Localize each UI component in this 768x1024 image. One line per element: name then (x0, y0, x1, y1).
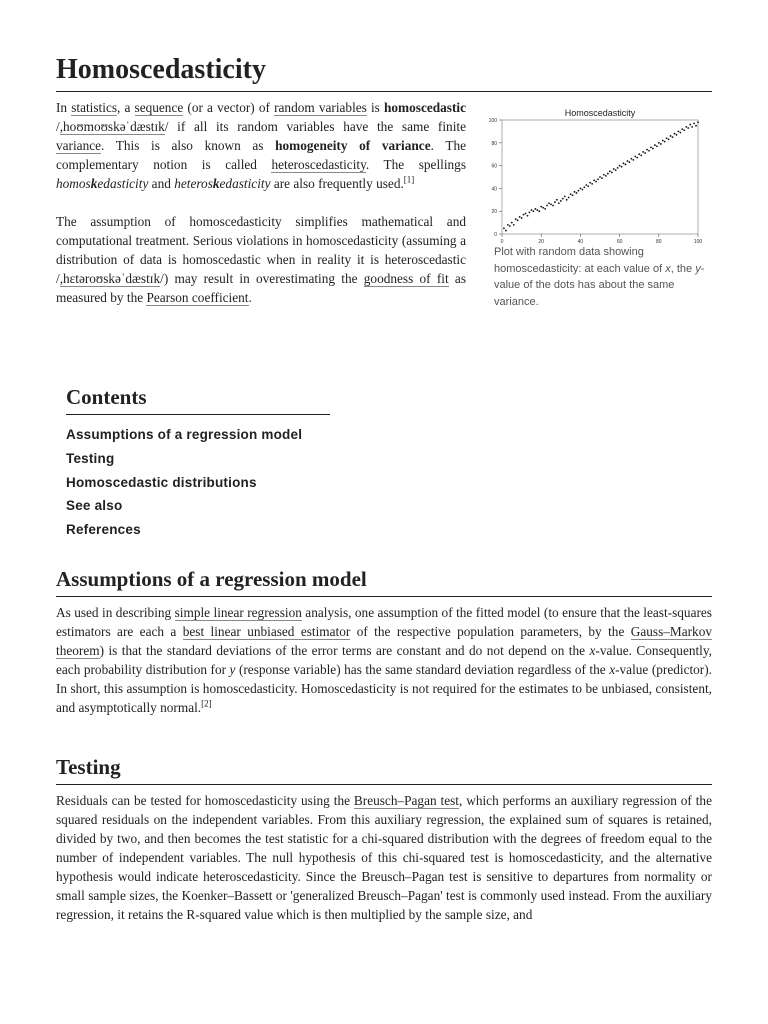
data-point-7 (517, 219, 519, 221)
data-point-74 (648, 150, 650, 152)
link-simple-linear-regression[interactable]: simple linear regression (174, 605, 302, 620)
data-point-99 (697, 121, 699, 123)
link-blue[interactable]: best linear unbiased estimator (182, 624, 351, 639)
data-point-60 (621, 166, 623, 168)
data-point-18 (538, 210, 540, 212)
data-point-35 (572, 194, 574, 196)
link-variance[interactable]: variance (56, 138, 102, 153)
data-point-49 (599, 176, 601, 178)
toc-list (66, 423, 330, 542)
toc-item-distributions[interactable]: Homoscedastic distributions (66, 474, 257, 490)
data-point-29 (560, 200, 562, 202)
data-point-97 (693, 123, 695, 125)
y-tick-label-2: 40 (491, 186, 497, 193)
link-breusch-pagan[interactable]: Breusch–Pagan test (353, 793, 459, 808)
y-tick-label-3: 60 (491, 163, 497, 170)
data-point-68 (636, 157, 638, 159)
section-heading-testing: Testing (56, 754, 712, 785)
section-testing-text: Residuals can be tested for homoscedasticity using the Breusch–Pagan test, which performs an auxiliary regression of the squared residuals on the independent variables. From this auxiliary regression, the explained sum of squares is retained, divided by two, and then becomes the test statistic for a chi-squared distribution with the degrees of freedom equal to the number of independent variables. The null hypothesis of this chi-squared test is homoscedasticity, and the alternative hypothesis would indicate heteroscedasticity. Since the Breusch–Pagan test is sensitive to departures from normality or small sample sizes, the Koenker–Bassett or 'generalized Breusch–Pagan' test is commonly used instead. From the auxiliary regression, it retains the R-squared value which is then multiplied by the sample size, and (56, 793, 712, 922)
data-point-8 (519, 216, 521, 218)
data-point-0 (503, 227, 505, 229)
data-point-17 (536, 209, 538, 211)
data-point-64 (629, 161, 631, 163)
link-random-variables[interactable]: random variables (274, 100, 367, 115)
link-gauss-markov[interactable]: Gauss–Markov theorem (56, 624, 712, 658)
data-point-67 (634, 156, 636, 158)
x-tick-label-4: 80 (656, 239, 662, 245)
toc-item-testing[interactable]: Testing (66, 450, 115, 466)
data-point-5 (513, 224, 515, 226)
section-assumptions (56, 566, 712, 717)
data-point-69 (638, 153, 640, 155)
ipa-pronunciation-2[interactable]: ,hɛtəroʊskəˈdæstɪk (59, 271, 161, 286)
data-point-79 (658, 142, 660, 144)
section-assumptions-text: As used in describing simple linear regression analysis, one assumption of the fitted model (to ensure that the least-squares estimators are each a best linear unbiased estimator of the respective population parameters, by the Gauss–Markov theorem) is that the standard deviations of the error terms are constant and do not depend on the x-value. Consequently, each probability distribution for y (response variable) has the same standard deviation regardless of the x-value (predictor). In short, this assumption is homoscedasticity. Homoscedasticity is not required for the estimates to be unbiased, consistent, and asymptotically normal.[2] (56, 605, 712, 715)
data-point-38 (578, 190, 580, 192)
data-point-53 (607, 173, 609, 175)
link-statistics[interactable]: statistics (71, 100, 118, 115)
data-point-96 (691, 126, 693, 128)
ipa-pronunciation[interactable]: ,hoʊmoʊskəˈdæstɪk (59, 119, 165, 134)
bold-term: homoscedastic (384, 100, 466, 115)
data-point-73 (646, 149, 648, 151)
spelling-2: heteroskedasticity (174, 176, 271, 191)
data-point-33 (568, 197, 570, 199)
data-point-62 (625, 164, 627, 166)
data-point-15 (532, 210, 534, 212)
y-tick-label-1: 20 (491, 209, 497, 216)
data-point-9 (521, 217, 523, 219)
x-tick-label-1: 20 (538, 239, 544, 245)
data-point-72 (644, 152, 646, 154)
data-point-50 (601, 177, 603, 179)
data-point-54 (609, 170, 611, 172)
link-heteroscedasticity[interactable]: heteroscedasticity (271, 157, 366, 172)
link-goodness-of-fit[interactable]: goodness of fit (363, 271, 449, 286)
data-point-2 (507, 224, 509, 226)
data-point-86 (672, 136, 674, 138)
data-point-11 (525, 213, 527, 215)
data-point-66 (632, 159, 634, 161)
data-point-94 (687, 127, 689, 129)
data-point-77 (654, 144, 656, 146)
data-point-1 (505, 230, 507, 232)
data-point-40 (581, 189, 583, 191)
y-tick-label-5: 100 (488, 118, 497, 124)
data-point-25 (552, 205, 554, 207)
data-point-21 (544, 208, 546, 210)
data-point-22 (546, 205, 548, 207)
y-tick-label-4: 80 (491, 140, 497, 147)
data-point-19 (540, 206, 542, 208)
data-point-55 (611, 172, 613, 174)
toc-item-see-also[interactable]: See also (66, 498, 123, 514)
data-point-84 (668, 138, 670, 140)
data-point-41 (583, 186, 585, 188)
data-point-70 (640, 154, 642, 156)
plot-group (489, 108, 703, 245)
data-point-52 (605, 175, 607, 177)
data-point-59 (619, 165, 621, 167)
data-point-23 (548, 202, 550, 204)
data-point-83 (666, 137, 668, 139)
data-point-16 (534, 208, 536, 210)
data-point-48 (597, 178, 599, 180)
data-point-57 (615, 169, 617, 171)
data-point-20 (542, 207, 544, 209)
section-heading-assumptions: Assumptions of a regression model (56, 566, 712, 597)
data-point-30 (562, 198, 564, 200)
data-point-46 (593, 180, 595, 182)
spelling-1: homoskedasticity (56, 176, 149, 191)
data-point-88 (676, 134, 678, 136)
data-point-65 (630, 158, 632, 160)
data-point-78 (656, 145, 658, 147)
data-point-32 (566, 199, 568, 201)
x-tick-label-2: 40 (577, 239, 584, 245)
section-testing (56, 754, 712, 924)
data-point-91 (681, 128, 683, 130)
intro-paragraph-2: The assumption of homoscedasticity simplifies mathematical and computational treatment. Serious violations in homoscedasticity (assuming a distribution of data is homoscedastic when in reality it is heteroscedastic /,hɛtəroʊskəˈdæstɪk/) may result in overestimating the goodness of fit as measured by the Pearson coefficient. (56, 214, 466, 305)
data-point-85 (670, 135, 672, 137)
data-point-43 (587, 185, 589, 187)
bold-term-2: homogeneity of variance (275, 138, 431, 153)
figure-caption: Plot with random data showing homoscedasticity: at each value of x, the y-value of the dots has about the same variance. (494, 246, 705, 308)
data-point-26 (554, 201, 556, 203)
data-point-87 (674, 133, 676, 135)
toc-item-references[interactable]: References (66, 522, 141, 538)
data-point-24 (550, 203, 552, 205)
page-title: Homoscedasticity (56, 54, 712, 92)
chart-title: Homoscedasticity (564, 108, 636, 118)
data-point-6 (515, 218, 517, 220)
data-point-90 (679, 132, 681, 134)
data-point-3 (509, 225, 511, 227)
data-point-82 (664, 141, 666, 143)
x-tick-label-0: 0 (500, 239, 504, 245)
data-point-75 (650, 146, 652, 148)
data-point-31 (564, 195, 566, 197)
data-point-76 (652, 148, 654, 150)
scatter-chart[interactable] (488, 100, 712, 245)
link-pearson-coefficient[interactable]: Pearson coefficient (146, 290, 249, 305)
data-point-13 (529, 211, 531, 213)
data-point-89 (678, 131, 680, 133)
data-point-92 (683, 129, 685, 131)
toc-heading: Contents (66, 384, 330, 415)
data-point-37 (576, 192, 578, 194)
reference-2[interactable]: [2] (201, 698, 212, 709)
x-tick-label-5: 100 (693, 239, 703, 245)
x-tick-label-3: 60 (616, 239, 623, 245)
data-point-28 (558, 202, 560, 204)
table-of-contents (66, 384, 330, 542)
data-point-71 (642, 151, 644, 153)
data-point-36 (574, 191, 576, 193)
intro-paragraph-1: In statistics, a sequence (or a vector) of random variables is homoscedastic /,hoʊmoʊskəˈdæstɪk/ if all its random variables have the same finite variance. This is also known as homogeneity of variance. The complementary notion is called heteroscedasticity. The spellings homoskedasticity and heteroskedasticity are also frequently used.[1] (56, 100, 467, 191)
data-point-98 (695, 125, 697, 127)
toc-item-assumptions[interactable]: Assumptions of a regression model (66, 427, 303, 442)
intro (56, 98, 466, 307)
data-point-34 (570, 193, 572, 195)
reference-1[interactable]: [1] (403, 174, 415, 185)
data-point-45 (591, 183, 593, 185)
data-point-81 (662, 140, 664, 142)
data-point-95 (689, 124, 691, 126)
data-point-93 (685, 126, 687, 128)
figure (488, 100, 712, 310)
link-sequence[interactable]: sequence (134, 100, 184, 115)
data-point-63 (627, 160, 629, 162)
data-point-12 (527, 215, 529, 217)
data-point-14 (531, 209, 533, 211)
data-point-56 (613, 168, 615, 170)
data-point-58 (617, 167, 619, 169)
data-point-4 (511, 222, 513, 224)
data-point-61 (623, 162, 625, 164)
data-point-39 (580, 188, 582, 190)
data-point-47 (595, 181, 597, 183)
data-point-10 (523, 214, 525, 216)
data-point-51 (603, 174, 605, 176)
data-point-27 (556, 199, 558, 201)
y-tick-label-0: 0 (494, 232, 497, 238)
data-point-80 (660, 143, 662, 145)
data-point-44 (589, 182, 591, 184)
data-point-42 (585, 184, 587, 186)
